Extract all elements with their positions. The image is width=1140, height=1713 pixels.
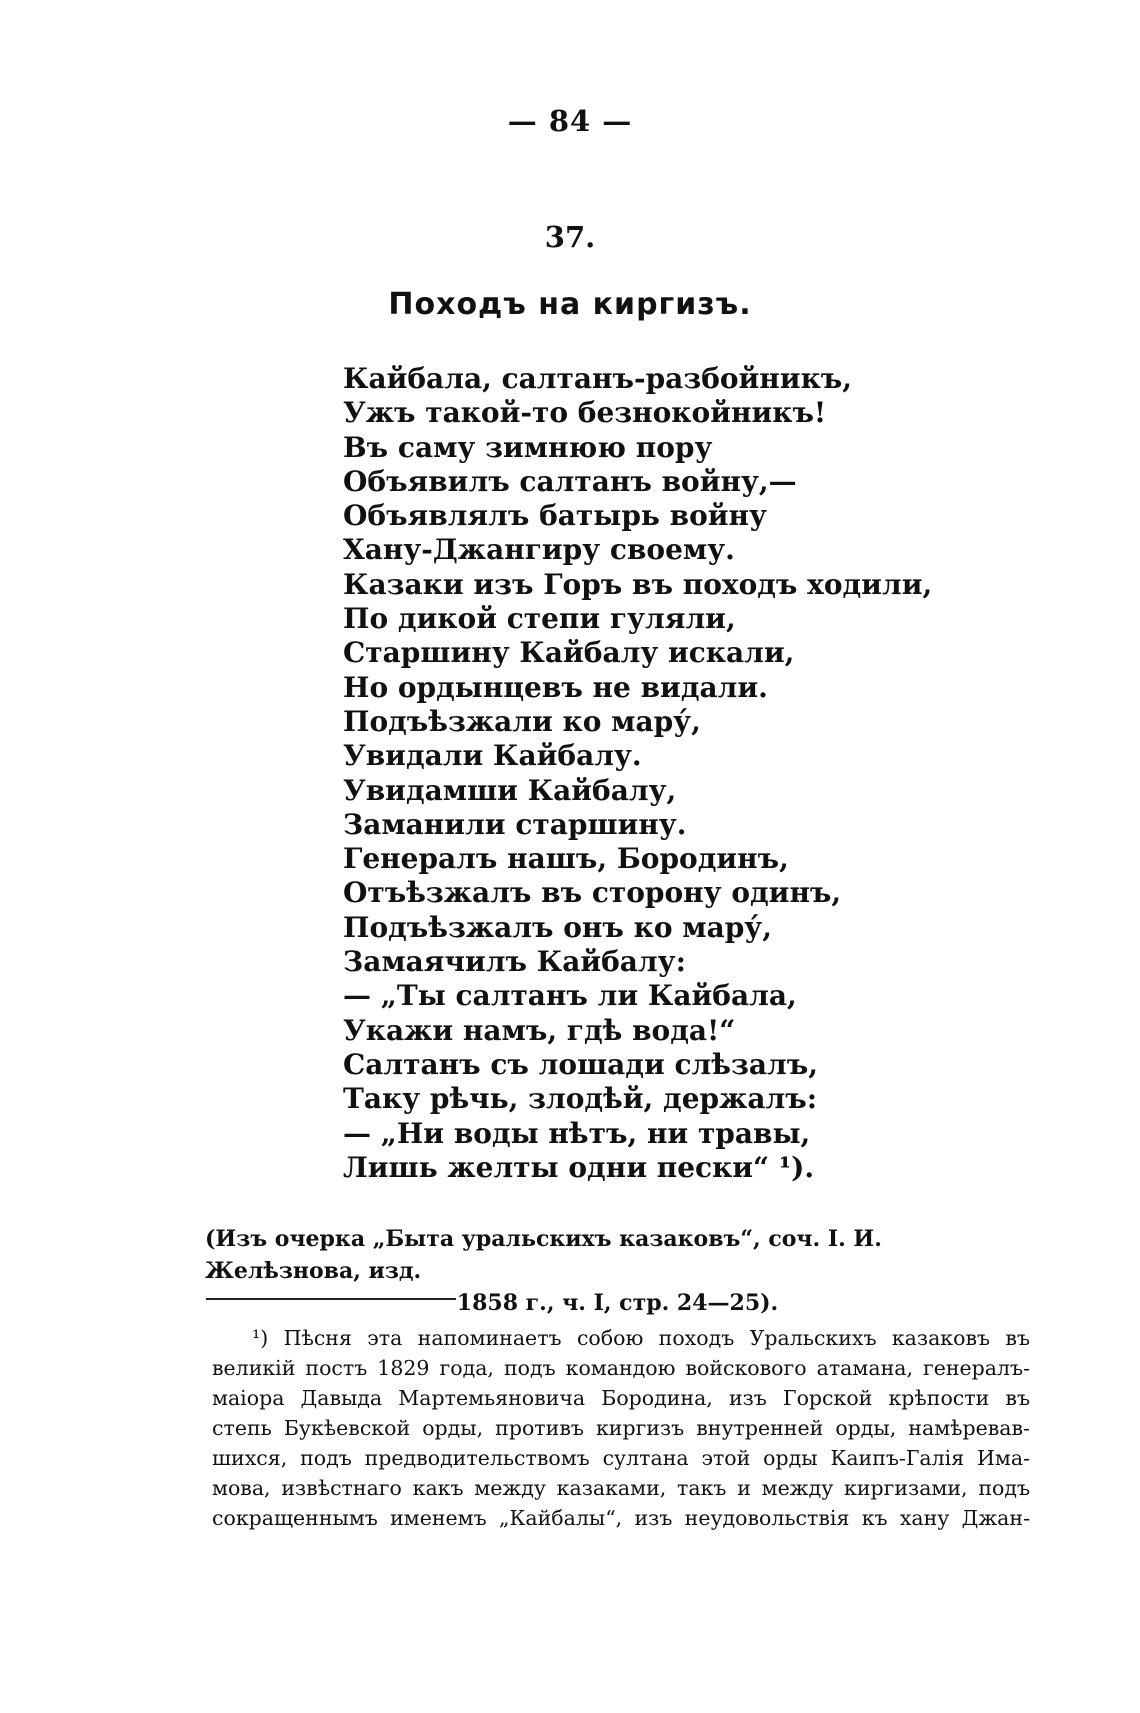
footnote-line: ¹) Пѣсня эта напоминаетъ собою походъ Уральскихъ казаковъ въ (252, 1326, 1030, 1350)
verse-line: Старшину Кайбалу искали, (343, 636, 795, 670)
verse-line: По дикой степи гуляли, (343, 602, 736, 636)
verse-line: Увидали Кайбалу. (343, 739, 642, 773)
footnote (212, 1323, 1030, 1533)
verse-line: Хану-Джангиру своему. (343, 533, 735, 567)
verse-line: Въ саму зимнюю пору (343, 430, 713, 464)
verse-line: — „Ни воды нѣтъ, ни травы, (343, 1116, 811, 1150)
verse-line: Укажи намъ, гдѣ вода!“ (343, 1013, 736, 1047)
footnote-line: сокращеннымъ именемъ „Кайбалы“, изъ неудовольствія къ хану Джан- (212, 1506, 1030, 1530)
verse-line: Лишь желты одни пески“ ¹). (343, 1150, 815, 1184)
verse-line: Объявилъ салтанъ войну,— (343, 464, 797, 498)
source-citation-line: 1858 г., ч. І, стр. 24—25). (456, 1290, 779, 1316)
verse-line: Увидамши Кайбалу, (343, 773, 677, 807)
source-citation-line: (Изъ очерка „Быта уральскихъ казаковъ“, соч. І. И. Желѣзнова, изд. (205, 1226, 882, 1284)
song-verse (343, 362, 932, 1185)
footnote-line: шихся, подъ предводительствомъ султана этой орды Каипъ-Галія Има- (212, 1446, 1030, 1470)
footnote-line: маіора Давыда Мартемьяновича Бородина, изъ Горской крѣпости въ (212, 1386, 1030, 1410)
verse-line: Объявлялъ батырь войну (343, 499, 767, 533)
footnote-line: мова, извѣстнаго какъ между казаками, такъ и между киргизами, подъ (212, 1476, 1030, 1500)
verse-line: Подъѣзжали ко мару́, (343, 704, 701, 738)
verse-line: Замаячилъ Кайбалу: (343, 945, 686, 979)
verse-line: Таку рѣчь, злодѣй, держалъ: (343, 1082, 818, 1116)
verse-line: Но ордынцевъ не видали. (343, 670, 768, 704)
verse-line: Ужъ такой-то безнокойникъ! (343, 396, 827, 430)
verse-line: Салтанъ съ лошади слѣзалъ, (343, 1047, 818, 1081)
verse-line: Кайбала, салтанъ-разбойникъ, (343, 362, 853, 395)
verse-line: Подъѣзжалъ онъ ко мару́, (343, 910, 772, 944)
source-citation (205, 1223, 1030, 1319)
verse-line: Казаки изъ Горъ въ походъ ходили, (343, 567, 933, 601)
verse-line: Заманили старшину. (343, 807, 687, 841)
footnote-line: великій постъ 1829 года, подъ командою войскового атамана, генералъ- (212, 1356, 1030, 1380)
page-number: — 84 — (507, 104, 633, 138)
verse-line: Генералъ нашъ, Бородинъ, (343, 842, 789, 876)
footnote-line: степь Букѣевской орды, противъ киргизъ внутренней орды, намѣревав- (212, 1416, 1030, 1440)
song-number: 37. (544, 220, 596, 254)
song-title: Походъ на киргизъ. (388, 287, 752, 322)
footnote-divider (206, 1298, 456, 1300)
verse-line: Отъѣзжалъ въ сторону одинъ, (343, 876, 842, 910)
verse-line: — „Ты салтанъ ли Кайбала, (343, 979, 797, 1013)
